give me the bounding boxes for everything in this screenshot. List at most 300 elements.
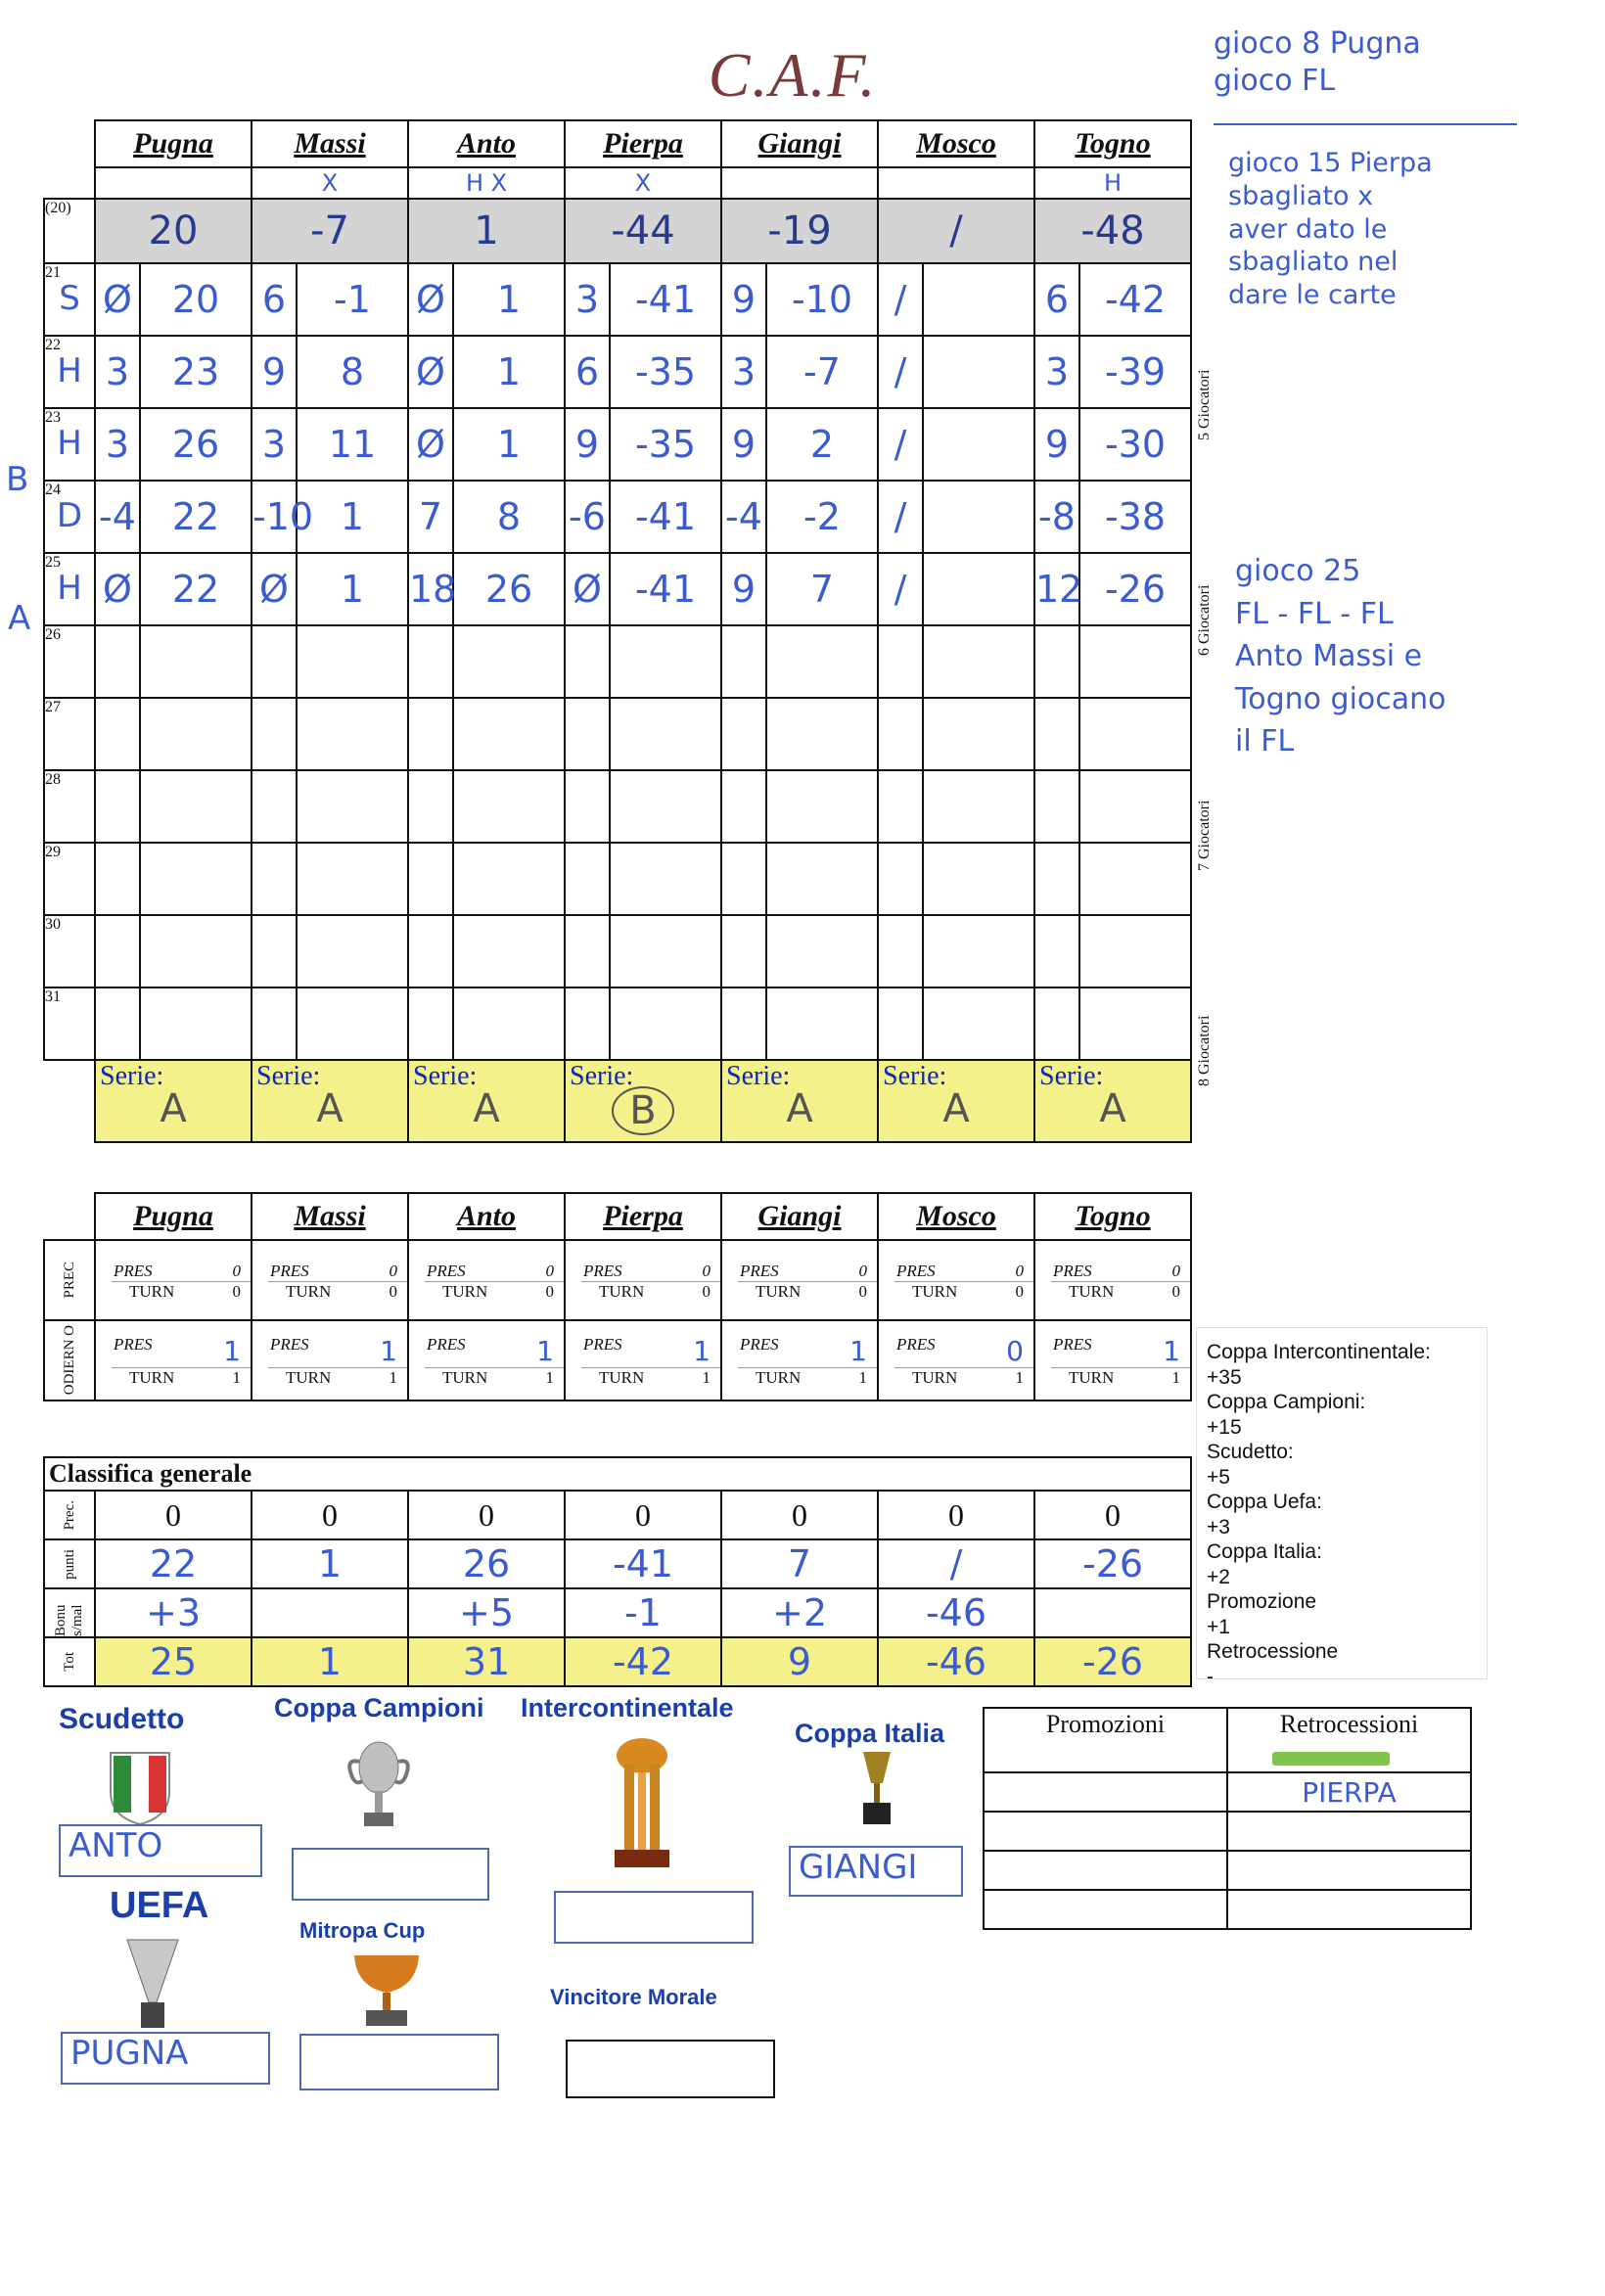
score-cell[interactable] xyxy=(878,843,1034,915)
pres-value: 1 xyxy=(380,1335,397,1367)
classifica-prec-cell[interactable]: 0 xyxy=(408,1491,565,1539)
player-name: Mosco xyxy=(878,1193,1034,1240)
score-cell[interactable] xyxy=(565,408,721,481)
running-total: -35 xyxy=(634,423,697,466)
legend-line: Promozione xyxy=(1207,1590,1317,1613)
running-total xyxy=(1080,771,1190,842)
score-cell[interactable] xyxy=(878,336,1034,408)
score-cell[interactable] xyxy=(408,915,565,987)
round-number: 23 H xyxy=(44,408,95,481)
score-cell[interactable] xyxy=(95,408,252,481)
classifica-punti-cell[interactable]: -26 xyxy=(1034,1539,1191,1588)
score-cell[interactable] xyxy=(408,698,565,770)
turn-value: 0 xyxy=(858,1281,867,1301)
round-number: 28 xyxy=(44,770,95,843)
uefa-winner-box[interactable]: PUGNA xyxy=(61,2032,270,2085)
turn-value: 0 xyxy=(389,1281,397,1301)
classifica-punti-cell[interactable]: -41 xyxy=(565,1539,721,1588)
score-cell[interactable] xyxy=(878,770,1034,843)
attendance-cell[interactable]: PRES 1 TURN 1 xyxy=(252,1320,408,1401)
running-total xyxy=(767,916,877,987)
round-number: 30 xyxy=(44,915,95,987)
running-total: 1 xyxy=(496,350,522,393)
round-type-mark: H xyxy=(57,424,82,463)
round-points: / xyxy=(879,554,924,624)
classifica-prec-cell[interactable]: 0 xyxy=(252,1491,408,1539)
mitropa-winner-box[interactable] xyxy=(299,2034,499,2090)
running-total xyxy=(141,771,251,842)
attendance-cell[interactable]: PRES 0 TURN 0 xyxy=(878,1240,1034,1320)
running-total xyxy=(454,988,564,1059)
attendance-cell[interactable]: PRES 1 TURN 1 xyxy=(408,1320,565,1401)
running-total: 1 xyxy=(496,278,522,321)
classifica-prec-cell[interactable]: 0 xyxy=(95,1491,252,1539)
round-type-mark: D xyxy=(56,496,83,535)
classifica-tot-cell[interactable]: -46 xyxy=(878,1637,1034,1686)
running-total: -41 xyxy=(634,495,697,538)
round-points xyxy=(879,699,924,769)
attendance-grid xyxy=(43,1192,1192,1401)
round-points: / xyxy=(879,409,924,480)
intercontinentale-trophy-icon xyxy=(603,1734,681,1869)
attendance-cell[interactable]: PRES 1 TURN 1 xyxy=(95,1320,252,1401)
retro-cell xyxy=(1227,1890,1471,1929)
running-total xyxy=(454,771,564,842)
classifica-prec-cell[interactable]: 0 xyxy=(878,1491,1034,1539)
classifica-tot-cell[interactable]: -42 xyxy=(565,1637,721,1686)
turn-value: 0 xyxy=(232,1281,241,1301)
classifica-prec-row xyxy=(44,1491,1191,1539)
player-name: Pugna xyxy=(95,1193,252,1240)
running-total: 8 xyxy=(340,350,365,393)
round-row xyxy=(44,408,1191,481)
round-points: -6 xyxy=(566,482,611,552)
player-name: Pugna xyxy=(95,120,252,167)
legend-line: +15 xyxy=(1207,1415,1242,1439)
player-name: Pierpa xyxy=(565,1193,721,1240)
round-points xyxy=(1035,988,1080,1059)
classifica-bonus-label: Bonu s/mal xyxy=(44,1588,95,1637)
score-cell[interactable] xyxy=(565,263,721,336)
round-points xyxy=(879,771,924,842)
attendance-cell[interactable]: PRES 0 TURN 1 xyxy=(878,1320,1034,1401)
round-points xyxy=(409,771,454,842)
score-cell[interactable] xyxy=(252,553,408,625)
round-number: 24 D xyxy=(44,481,95,553)
score-cell[interactable] xyxy=(721,843,878,915)
classifica-bonus-cell[interactable]: -1 xyxy=(565,1588,721,1637)
running-total: 1 xyxy=(340,568,365,611)
round-points xyxy=(252,626,298,697)
round-points: 9 xyxy=(252,337,298,407)
score-cell[interactable] xyxy=(721,625,878,698)
handicap-row xyxy=(44,167,1191,199)
running-total xyxy=(924,916,1033,987)
pres-value: 0 xyxy=(1006,1335,1024,1367)
classifica-punti-cell[interactable]: 26 xyxy=(408,1539,565,1588)
running-total xyxy=(611,844,720,914)
running-total xyxy=(924,988,1033,1059)
note-line: gioco FL xyxy=(1214,63,1336,98)
running-total xyxy=(924,482,1033,552)
running-total xyxy=(767,844,877,914)
round-points xyxy=(252,699,298,769)
prev-score: -48 xyxy=(1034,199,1191,263)
classifica-prec-label: Prec. xyxy=(44,1491,95,1539)
score-cell[interactable] xyxy=(95,336,252,408)
running-total: -10 xyxy=(791,278,853,321)
score-cell[interactable] xyxy=(95,915,252,987)
score-cell[interactable] xyxy=(408,263,565,336)
player-name: Massi xyxy=(252,1193,408,1240)
attendance-cell[interactable]: PRES 1 TURN 1 xyxy=(721,1320,878,1401)
running-total xyxy=(611,988,720,1059)
running-total: -26 xyxy=(1104,568,1167,611)
side-label: 5 Giocatori xyxy=(1196,369,1213,440)
serie-value: A xyxy=(473,1086,500,1131)
score-cell[interactable] xyxy=(878,915,1034,987)
classifica-bonus-cell[interactable] xyxy=(1034,1588,1191,1637)
classifica-tot-cell[interactable]: 1 xyxy=(252,1637,408,1686)
running-total: 26 xyxy=(484,568,533,611)
classifica-punti-cell[interactable]: 7 xyxy=(721,1539,878,1588)
score-cell[interactable] xyxy=(95,770,252,843)
round-points xyxy=(879,916,924,987)
score-cell[interactable] xyxy=(565,987,721,1060)
round-points: Ø xyxy=(96,554,141,624)
score-cell[interactable] xyxy=(721,698,878,770)
running-total xyxy=(924,844,1033,914)
round-points: 3 xyxy=(252,409,298,480)
running-total: 1 xyxy=(496,423,522,466)
running-total xyxy=(1080,844,1190,914)
score-cell[interactable] xyxy=(1034,625,1191,698)
round-row xyxy=(44,336,1191,408)
round-points: 9 xyxy=(722,554,767,624)
score-cell[interactable] xyxy=(1034,843,1191,915)
note-lower xyxy=(1235,550,1548,763)
classifica-tot-cell[interactable]: 25 xyxy=(95,1637,252,1686)
classifica-bonus-cell[interactable]: -46 xyxy=(878,1588,1034,1637)
running-total: 11 xyxy=(328,423,377,466)
score-cell[interactable] xyxy=(1034,263,1191,336)
legend-line: Coppa Italia: xyxy=(1207,1540,1322,1563)
pres-value: 0 xyxy=(858,1261,867,1280)
classifica-punti-cell[interactable]: / xyxy=(878,1539,1034,1588)
serie-value: A xyxy=(316,1086,344,1131)
score-cell[interactable] xyxy=(1034,481,1191,553)
classifica-grid xyxy=(43,1456,1192,1687)
note-divider xyxy=(1214,123,1517,125)
score-cell[interactable] xyxy=(252,336,408,408)
score-cell[interactable] xyxy=(878,408,1034,481)
round-points xyxy=(409,988,454,1059)
score-cell[interactable] xyxy=(95,698,252,770)
round-points xyxy=(722,988,767,1059)
score-cell[interactable] xyxy=(565,915,721,987)
score-cell[interactable] xyxy=(252,770,408,843)
round-points xyxy=(409,626,454,697)
score-cell[interactable] xyxy=(1034,915,1191,987)
round-row xyxy=(44,625,1191,698)
score-cell[interactable] xyxy=(565,698,721,770)
note-line: il FL xyxy=(1235,724,1295,758)
player-name: Anto xyxy=(408,120,565,167)
score-cell[interactable] xyxy=(95,843,252,915)
handicap-mark xyxy=(721,167,878,199)
classifica-tot-cell[interactable]: 9 xyxy=(721,1637,878,1686)
attendance-cell[interactable]: PRES 0 TURN 0 xyxy=(408,1240,565,1320)
running-total: 7 xyxy=(809,568,835,611)
serie-value: A xyxy=(1099,1086,1126,1131)
score-cell[interactable] xyxy=(408,408,565,481)
score-cell[interactable] xyxy=(721,408,878,481)
round-points: 7 xyxy=(409,482,454,552)
promo-header: Promozioni xyxy=(984,1708,1227,1772)
side-label: 8 Giocatori xyxy=(1196,1015,1213,1086)
score-cell[interactable] xyxy=(721,263,878,336)
classifica-bonus-cell[interactable] xyxy=(252,1588,408,1637)
score-cell[interactable] xyxy=(408,770,565,843)
round-points: 18 xyxy=(409,554,454,624)
round-points: 3 xyxy=(96,337,141,407)
score-cell[interactable] xyxy=(95,481,252,553)
score-cell[interactable] xyxy=(721,336,878,408)
score-cell[interactable] xyxy=(721,915,878,987)
round-number: 21 S xyxy=(44,263,95,336)
classifica-bonus-cell[interactable]: +2 xyxy=(721,1588,878,1637)
score-cell[interactable] xyxy=(1034,553,1191,625)
running-total xyxy=(141,988,251,1059)
running-total xyxy=(924,626,1033,697)
score-cell[interactable] xyxy=(408,625,565,698)
score-cell[interactable] xyxy=(878,263,1034,336)
score-cell[interactable] xyxy=(408,336,565,408)
pres-value: 0 xyxy=(1015,1261,1024,1280)
running-total xyxy=(1080,988,1190,1059)
margin-mark: B xyxy=(6,460,29,499)
score-cell[interactable] xyxy=(878,625,1034,698)
serie-cell: Serie: A xyxy=(408,1060,565,1142)
morale-winner-box[interactable] xyxy=(566,2040,775,2098)
score-cell[interactable] xyxy=(721,553,878,625)
previous-scores-row xyxy=(44,199,1191,263)
round-points xyxy=(566,916,611,987)
attendance-cell[interactable]: PRES 0 TURN 0 xyxy=(565,1240,721,1320)
round-points xyxy=(252,844,298,914)
round-type-mark: H xyxy=(57,569,82,608)
classifica-prec-cell[interactable]: 0 xyxy=(721,1491,878,1539)
classifica-punti-label: punti xyxy=(44,1539,95,1588)
running-total: 22 xyxy=(171,495,220,538)
prec-row xyxy=(44,1240,1191,1320)
score-cell[interactable] xyxy=(252,843,408,915)
classifica-bonus-cell[interactable]: +5 xyxy=(408,1588,565,1637)
classifica-prec-cell[interactable]: 0 xyxy=(565,1491,721,1539)
running-total xyxy=(611,916,720,987)
round-row xyxy=(44,843,1191,915)
running-total: -41 xyxy=(634,568,697,611)
running-total: 2 xyxy=(809,423,835,466)
prev-score: / xyxy=(878,199,1034,263)
score-cell[interactable] xyxy=(95,625,252,698)
retro-header: Retrocessioni xyxy=(1227,1708,1471,1772)
round-points xyxy=(722,699,767,769)
score-cell[interactable] xyxy=(1034,336,1191,408)
running-total: 8 xyxy=(496,495,522,538)
attendance-cell[interactable]: PRES 1 TURN 1 xyxy=(565,1320,721,1401)
round-points: Ø xyxy=(409,337,454,407)
round-points: 3 xyxy=(96,409,141,480)
score-cell[interactable] xyxy=(1034,770,1191,843)
classifica-punti-cell[interactable]: 22 xyxy=(95,1539,252,1588)
running-total xyxy=(1080,916,1190,987)
round-points xyxy=(1035,844,1080,914)
score-cell[interactable] xyxy=(95,553,252,625)
running-total xyxy=(298,844,407,914)
score-cell[interactable] xyxy=(565,843,721,915)
running-total xyxy=(141,626,251,697)
turn-value: 1 xyxy=(1171,1368,1180,1387)
attendance-cell[interactable]: PRES 0 TURN 0 xyxy=(95,1240,252,1320)
score-cell[interactable] xyxy=(878,553,1034,625)
prize-label-uefa: UEFA xyxy=(110,1885,209,1926)
classifica-tot-cell[interactable]: 31 xyxy=(408,1637,565,1686)
prize-label-campioni: Coppa Campioni xyxy=(274,1693,484,1722)
handicap-mark xyxy=(95,167,252,199)
attendance-cell[interactable]: PRES 0 TURN 0 xyxy=(1034,1240,1191,1320)
score-cell[interactable] xyxy=(408,553,565,625)
score-cell[interactable] xyxy=(1034,698,1191,770)
prize-label-italia: Coppa Italia xyxy=(795,1719,945,1748)
score-cell[interactable] xyxy=(1034,987,1191,1060)
campioni-winner-box[interactable] xyxy=(292,1848,489,1901)
score-cell[interactable] xyxy=(252,408,408,481)
round-points xyxy=(252,771,298,842)
score-cell[interactable] xyxy=(95,263,252,336)
score-cell[interactable] xyxy=(565,553,721,625)
running-total xyxy=(1080,699,1190,769)
round-points xyxy=(722,771,767,842)
serie-value: A xyxy=(786,1086,813,1131)
attendance-cell[interactable]: PRES 1 TURN 1 xyxy=(1034,1320,1191,1401)
score-cell[interactable] xyxy=(252,481,408,553)
scudetto-winner-box[interactable]: ANTO xyxy=(59,1824,262,1877)
score-cell[interactable] xyxy=(95,987,252,1060)
round-rows xyxy=(44,263,1191,1060)
attendance-cell[interactable]: PRES 0 TURN 0 xyxy=(721,1240,878,1320)
score-cell[interactable] xyxy=(878,481,1034,553)
score-cell[interactable] xyxy=(252,698,408,770)
pres-value: 1 xyxy=(1163,1335,1180,1367)
round-number: 22 H xyxy=(44,336,95,408)
score-cell[interactable] xyxy=(252,625,408,698)
serie-cell: Serie: A xyxy=(252,1060,408,1142)
score-cell[interactable] xyxy=(1034,408,1191,481)
score-cell[interactable] xyxy=(252,987,408,1060)
score-cell[interactable] xyxy=(408,987,565,1060)
retro-cell xyxy=(1227,1812,1471,1851)
running-total xyxy=(924,264,1033,335)
score-cell[interactable] xyxy=(721,481,878,553)
round-points xyxy=(1035,626,1080,697)
round-points: Ø xyxy=(252,554,298,624)
score-cell[interactable] xyxy=(408,843,565,915)
score-cell[interactable] xyxy=(721,987,878,1060)
score-cell[interactable] xyxy=(565,481,721,553)
round-row xyxy=(44,553,1191,625)
prev-score: -44 xyxy=(565,199,721,263)
turn-value: 1 xyxy=(545,1368,554,1387)
round-number: 29 xyxy=(44,843,95,915)
score-cell[interactable] xyxy=(252,915,408,987)
classifica-bonus-row xyxy=(44,1588,1191,1637)
score-cell[interactable] xyxy=(721,770,878,843)
running-total xyxy=(767,771,877,842)
note-line: gioco 25 xyxy=(1235,554,1361,588)
page-title: C.A.F. xyxy=(708,40,878,110)
turn-value: 1 xyxy=(389,1368,397,1387)
round-points: 9 xyxy=(1035,409,1080,480)
classifica-bonus-cell[interactable]: +3 xyxy=(95,1588,252,1637)
legend-line: - xyxy=(1207,1665,1214,1688)
note-line: sbagliato nel xyxy=(1228,247,1399,278)
round-row xyxy=(44,915,1191,987)
legend-line: +5 xyxy=(1207,1465,1230,1489)
running-total: -35 xyxy=(634,350,697,393)
intercontinentale-winner-box[interactable] xyxy=(554,1891,754,1944)
running-total: 22 xyxy=(171,568,220,611)
pres-value: 1 xyxy=(849,1335,867,1367)
score-cell[interactable] xyxy=(878,987,1034,1060)
odierno-row xyxy=(44,1320,1191,1401)
uefa-cup-icon xyxy=(123,1934,182,2032)
score-cell[interactable] xyxy=(252,263,408,336)
round-points xyxy=(566,626,611,697)
score-cell[interactable] xyxy=(878,698,1034,770)
score-grid xyxy=(43,119,1192,1143)
round-points: 3 xyxy=(1035,337,1080,407)
running-total xyxy=(611,626,720,697)
classifica-tot-cell[interactable]: -26 xyxy=(1034,1637,1191,1686)
score-cell[interactable] xyxy=(565,336,721,408)
classifica-punti-cell[interactable]: 1 xyxy=(252,1539,408,1588)
running-total xyxy=(298,771,407,842)
odierno-label: ODIERN O xyxy=(44,1320,95,1401)
italia-winner-box[interactable]: GIANGI xyxy=(789,1846,963,1897)
promo-cell xyxy=(984,1812,1227,1851)
running-total xyxy=(924,699,1033,769)
round-points xyxy=(566,844,611,914)
running-total xyxy=(141,699,251,769)
round-row xyxy=(44,987,1191,1060)
classifica-prec-cell[interactable]: 0 xyxy=(1034,1491,1191,1539)
score-cell[interactable] xyxy=(565,770,721,843)
pres-value: 1 xyxy=(536,1335,554,1367)
score-cell[interactable] xyxy=(565,625,721,698)
note-line: gioco 15 Pierpa xyxy=(1228,148,1433,178)
attendance-cell[interactable]: PRES 0 TURN 0 xyxy=(252,1240,408,1320)
round-points xyxy=(409,916,454,987)
running-total xyxy=(298,699,407,769)
classifica-tot-row xyxy=(44,1637,1191,1686)
round-points: 9 xyxy=(566,409,611,480)
handicap-mark xyxy=(878,167,1034,199)
score-cell[interactable] xyxy=(408,481,565,553)
round-points xyxy=(566,988,611,1059)
player-name: Massi xyxy=(252,120,408,167)
round-points xyxy=(96,988,141,1059)
